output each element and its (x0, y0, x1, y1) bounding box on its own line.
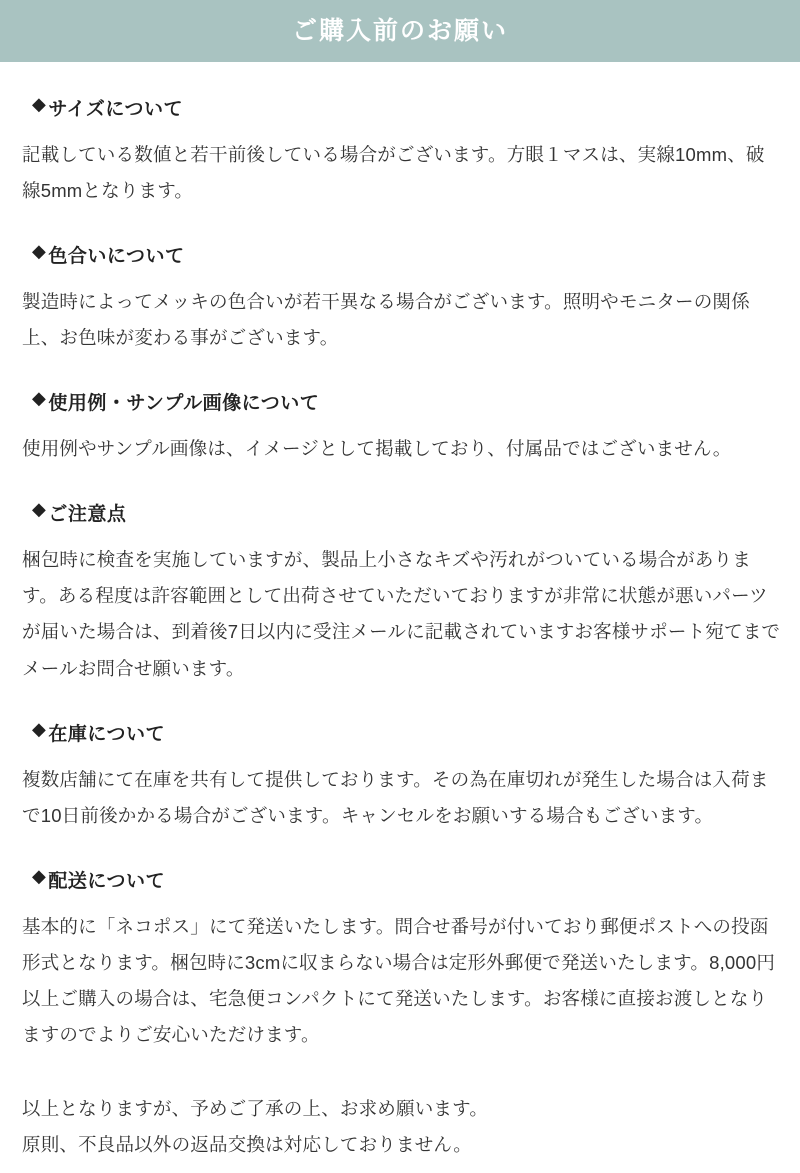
diamond-bullet-icon: ◆ (32, 94, 47, 114)
closing-note (22, 1091, 782, 1163)
section-heading (32, 94, 782, 121)
diamond-bullet-icon: ◆ (32, 499, 47, 520)
section-body: 複数店舗にて在庫を共有して提供しております。その為在庫切れが発生した場合は入荷まで10日前後かかる場合がございます。キャンセルをお願いする場合もございます。 (22, 768, 769, 826)
section-heading (32, 388, 782, 415)
section-heading (32, 719, 782, 746)
section-shipping (18, 866, 782, 1053)
diamond-bullet-icon: ◆ (32, 241, 47, 262)
content-area (0, 94, 800, 1163)
section-heading (32, 241, 782, 268)
section-stock (18, 719, 782, 834)
section-heading-label: サイズについて (48, 99, 183, 120)
section-body: 製造時によってメッキの色合いが若干異なる場合がございます。照明やモニターの関係上、お色味が変わる事がございます。 (22, 291, 750, 349)
section-heading-label: 在庫について (48, 723, 165, 745)
page-title: ご購入前のお願い (291, 16, 508, 45)
section-heading (32, 499, 782, 526)
section-heading-label: 使用例・サンプル画像について (48, 393, 320, 415)
section-heading-label: ご注意点 (48, 504, 127, 526)
closing-line-1: 以上となりますが、予めご了承の上、お求め願います。 (22, 1097, 489, 1119)
section-body: 記載している数値と若干前後している場合がございます。方眼１マスは、実線10mm、破線5mmとなります。 (22, 144, 765, 202)
diamond-bullet-icon: ◆ (32, 865, 47, 886)
section-sample-image (18, 388, 782, 467)
section-body: 梱包時に検査を実施していますが、製品上小さなキズや汚れがついている場合があります。ある程度は許容範囲として出荷させていただいておりますが非常に状態が悪いパーツが届いた場合は、到着後7日以内に受注メールに記載されていますお客様サポート宛てまでメールお問合せ願います。 (22, 549, 781, 679)
diamond-bullet-icon: ◆ (32, 718, 47, 739)
section-heading-label: 配送について (48, 870, 165, 892)
section-color (18, 241, 782, 356)
section-body: 使用例やサンプル画像は、イメージとして掲載しており、付属品ではございません。 (22, 438, 732, 460)
section-heading (32, 866, 782, 893)
section-body: 基本的に「ネコポス」にて発送いたします。問合せ番号が付いており郵便ポストへの投函形式となります。梱包時に3cmに収まらない場合は定形外郵便で発送いたします。8,000円以上ご購入の場合は、宅急便コンパクトにて発送いたします。お客様に直接お渡しとなりますのでよりご安心いただけます。 (22, 915, 776, 1045)
diamond-bullet-icon: ◆ (32, 388, 47, 409)
section-heading-label: 色合いについて (48, 246, 185, 268)
section-size (18, 94, 782, 209)
section-caution (18, 499, 782, 686)
page-header (0, 0, 800, 62)
closing-line-2: 原則、不良品以外の返品交換は対応しておりません。 (22, 1134, 472, 1155)
